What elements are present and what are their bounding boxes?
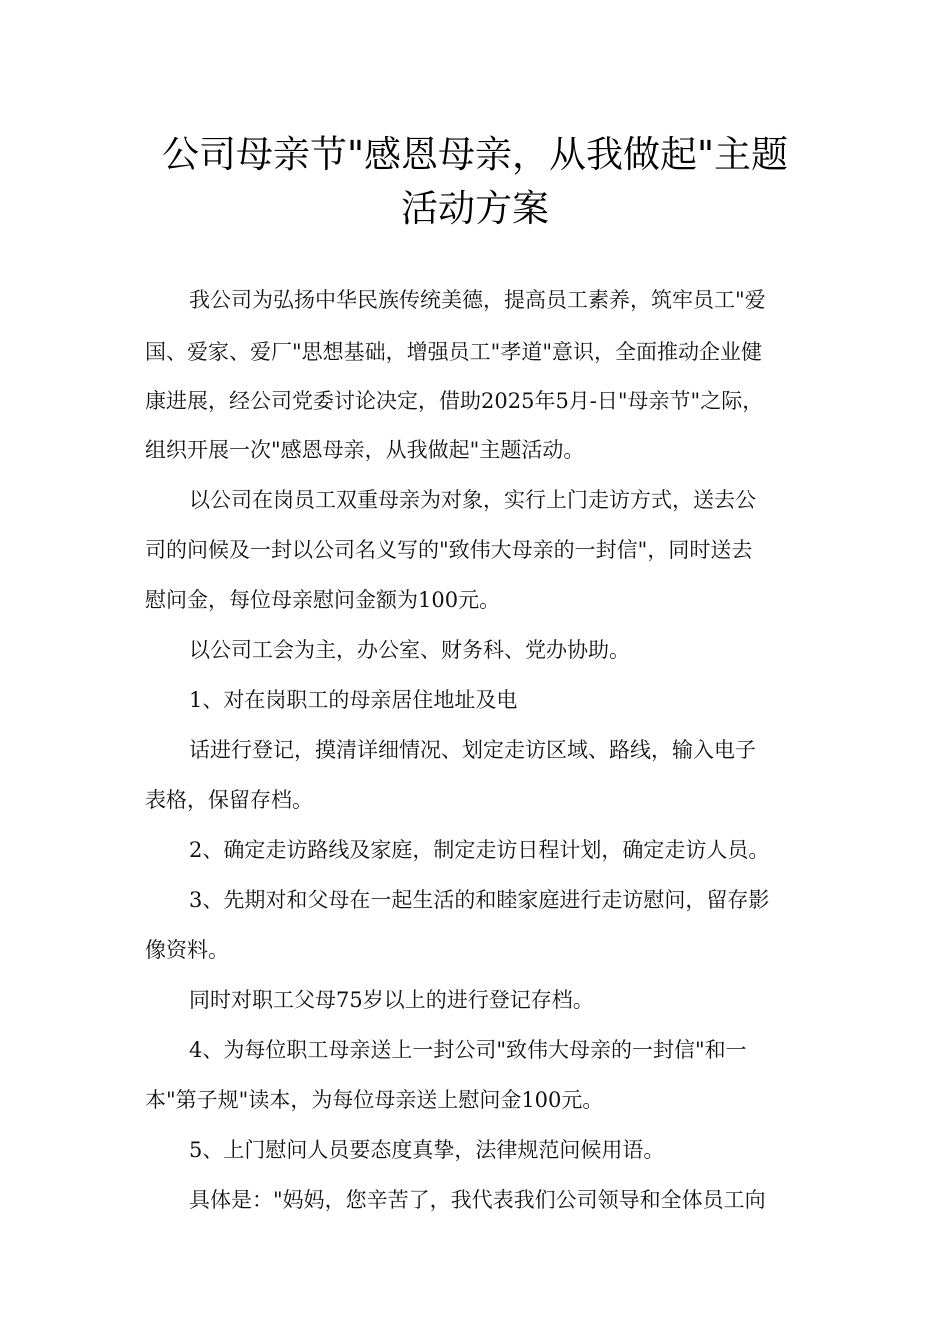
paragraph-line: 具体是："妈妈，您辛苦了，我代表我们公司领导和全体员工向 [189, 1188, 766, 1212]
paragraph-line: 康进展，经公司党委讨论决定，借助2025年5月-日"母亲节"之际， [145, 389, 764, 413]
paragraph-line: 我公司为弘扬中华民族传统美德，提高员工素养，筑牢员工"爱 [189, 288, 766, 312]
paragraph-line: 国、爱家、爱厂"思想基础，增强员工"孝道"意识，全面推动企业健 [145, 340, 762, 364]
paragraph-line: 3、先期对和父母在一起生活的和睦家庭进行走访慰问，留存影 [189, 888, 770, 912]
paragraph-line: 以公司在岗员工双重母亲为对象，实行上门走访方式，送去公 [189, 488, 756, 512]
paragraph-line: 1、对在岗职工的母亲居住地址及电 [189, 688, 518, 712]
paragraph-line: 5、上门慰问人员要态度真挚，法律规范问候用语。 [189, 1138, 665, 1162]
paragraph-line: 同时对职工父母75岁以上的进行登记存档。 [189, 988, 594, 1012]
paragraph-line: 像资料。 [145, 938, 229, 962]
paragraph-line: 4、为每位职工母亲送上一封公司"致伟大母亲的一封信"和一 [189, 1038, 747, 1062]
paragraph-line: 司的问候及一封以公司名义写的"致伟大母亲的一封信"，同时送去 [145, 538, 753, 562]
paragraph-line: 以公司工会为主，办公室、财务科、党办协助。 [189, 638, 630, 662]
paragraph-line: 表格，保留存档。 [145, 788, 313, 812]
paragraph-line: 本"第子规"读本，为每位母亲送上慰问金100元。 [145, 1088, 604, 1112]
document-title-line-2: 活动方案 [401, 187, 549, 230]
paragraph-line: 2、确定走访路线及家庭，制定走访日程计划，确定走访人员。 [189, 838, 770, 862]
document-title-line-1: 公司母亲节"感恩母亲，从我做起"主题 [161, 133, 789, 176]
paragraph-line: 慰问金，每位母亲慰问金额为100元。 [145, 588, 501, 612]
paragraph-line: 话进行登记，摸清详细情况、划定走访区域、路线，输入电子 [189, 738, 756, 762]
paragraph-line: 组织开展一次"感恩母亲，从我做起"主题活动。 [145, 438, 585, 462]
